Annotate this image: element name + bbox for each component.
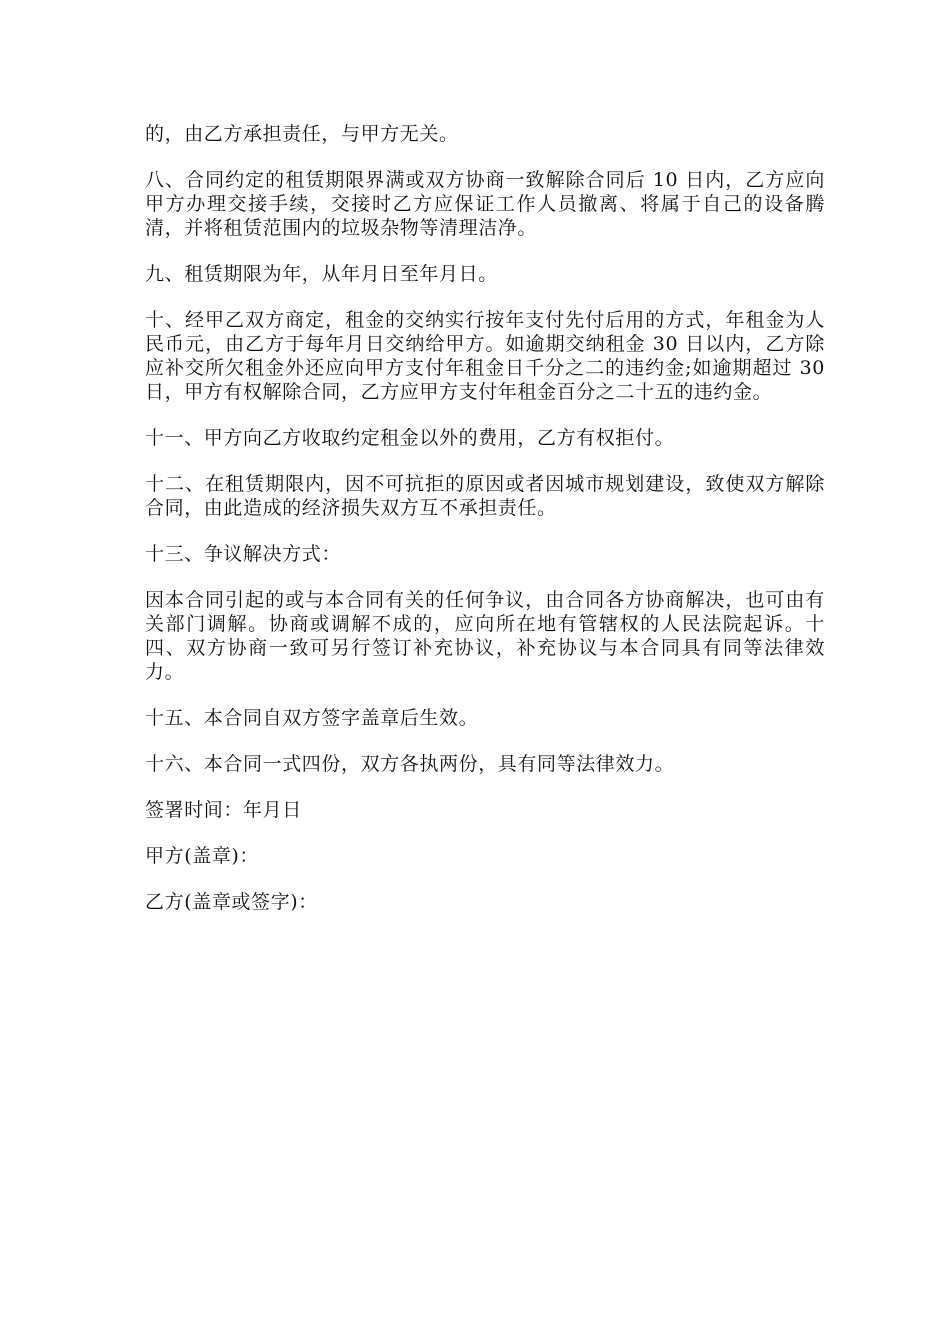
paragraph-clause-12: 十二、在租赁期限内，因不可抗拒的原因或者因城市规划建设，致使双方解除合同，由此造成的经济损失双方互不承担责任。 [145,473,825,519]
paragraph-clause-15: 十五、本合同自双方签字盖章后生效。 [145,707,479,729]
paragraph-clause-16: 十六、本合同一式四份，双方各执两份，具有同等法律效力。 [145,753,675,775]
signing-date: 签署时间：年月日 [145,799,302,821]
paragraph-clause-11: 十一、甲方向乙方收取约定租金以外的费用，乙方有权拒付。 [145,427,675,449]
paragraph-clause-9: 九、租赁期限为年，从年月日至年月日。 [145,263,498,285]
paragraph-clause-10: 十、经甲乙双方商定，租金的交纳实行按年支付先付后用的方式，年租金为人民币元，由乙方于每年月日交纳给甲方。如逾期交纳租金 30 日以内，乙方除应补交所欠租金外还应向甲方支付年租金日千分之二的违约金;如逾期超过 30 日，甲方有权解除合同，乙方应甲方支付年租金百分之二十五的违约金。 [145,309,825,403]
party-b-seal: 乙方(盖章或签字)： [145,891,318,913]
party-a-seal: 甲方(盖章)： [145,845,260,867]
document-body [145,122,825,936]
paragraph-liability: 的，由乙方承担责任，与甲方无关。 [145,123,459,145]
paragraph-clause-8: 八、合同约定的租赁期限界满或双方协商一致解除合同后 10 日内，乙方应向甲方办理交接手续，交接时乙方应保证工作人员撤离、将属于自己的设备腾清，并将租赁范围内的垃圾杂物等清理洁净。 [145,169,825,239]
paragraph-dispute-resolution: 因本合同引起的或与本合同有关的任何争议，由合同各方协商解决，也可由有关部门调解。协商或调解不成的，应向所在地有管辖权的人民法院起诉。十四、双方协商一致可另行签订补充协议，补充协议与本合同具有同等法律效力。 [145,589,825,683]
paragraph-clause-13: 十三、争议解决方式： [145,543,342,565]
